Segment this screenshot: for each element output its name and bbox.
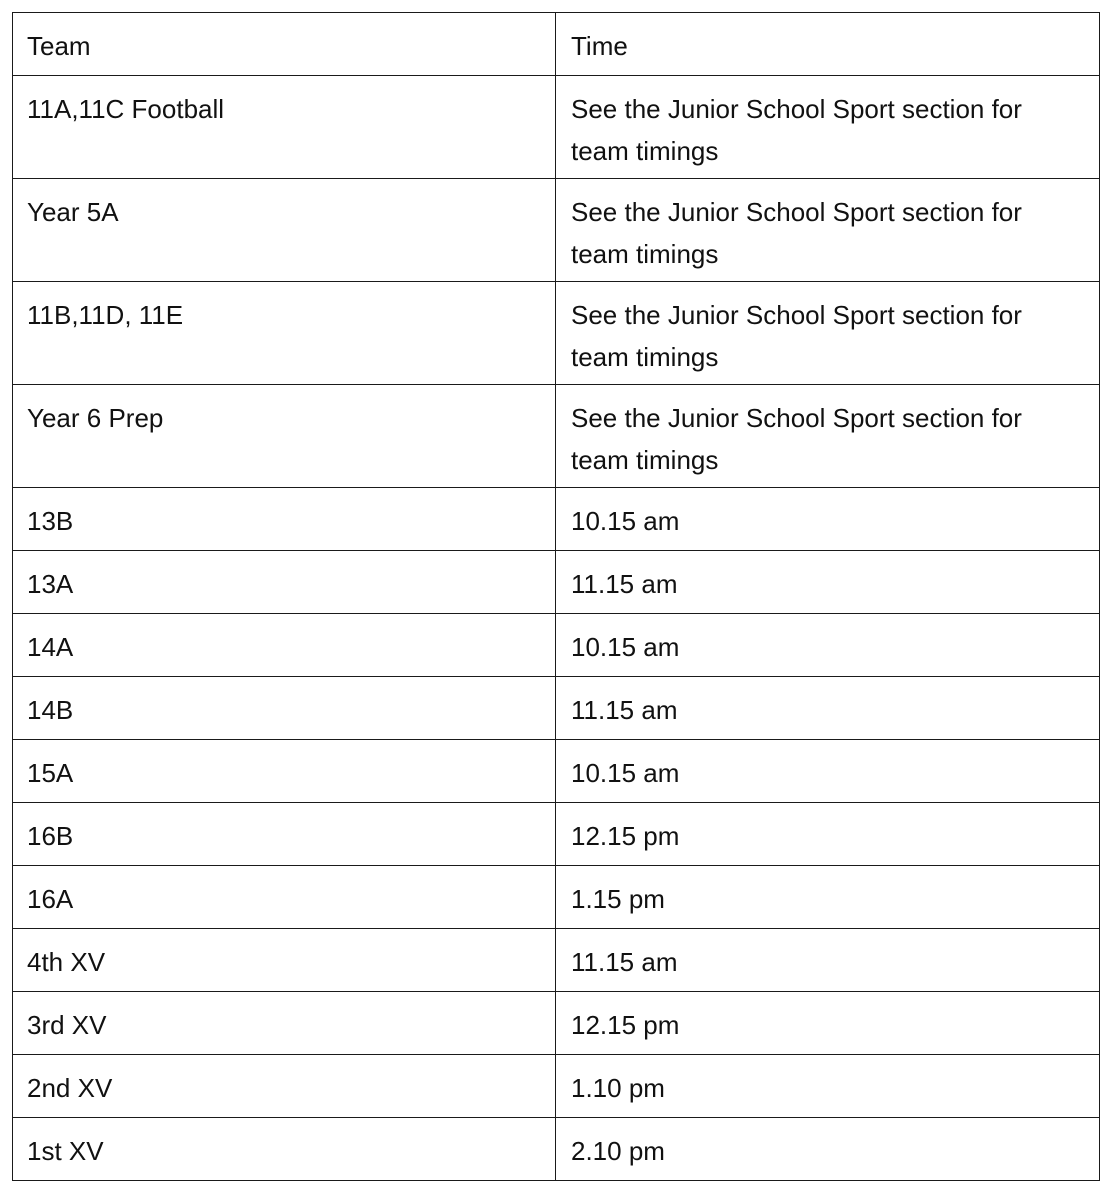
- time-cell: See the Junior School Sport section for team timings: [556, 179, 1100, 282]
- time-cell: 11.15 am: [556, 929, 1100, 992]
- table-row: [13, 551, 1100, 614]
- table-row: [13, 740, 1100, 803]
- team-cell: 13A: [13, 551, 556, 614]
- team-cell: 3rd XV: [13, 992, 556, 1055]
- time-cell: 2.10 pm: [556, 1118, 1100, 1181]
- header-time: Time: [556, 13, 1100, 76]
- time-cell: See the Junior School Sport section for team timings: [556, 282, 1100, 385]
- time-cell: 10.15 am: [556, 740, 1100, 803]
- table-row: [13, 179, 1100, 282]
- time-cell: See the Junior School Sport section for team timings: [556, 76, 1100, 179]
- time-cell: 1.10 pm: [556, 1055, 1100, 1118]
- team-times-table: [12, 12, 1100, 1181]
- time-cell: 12.15 pm: [556, 803, 1100, 866]
- table-row: [13, 488, 1100, 551]
- table-row: [13, 803, 1100, 866]
- time-cell: 11.15 am: [556, 677, 1100, 740]
- header-team: Team: [13, 13, 556, 76]
- team-cell: Year 5A: [13, 179, 556, 282]
- table-row: [13, 282, 1100, 385]
- team-cell: 15A: [13, 740, 556, 803]
- team-cell: 14A: [13, 614, 556, 677]
- team-cell: 1st XV: [13, 1118, 556, 1181]
- team-cell: 11A,11C Football: [13, 76, 556, 179]
- time-cell: See the Junior School Sport section for team timings: [556, 385, 1100, 488]
- team-cell: 16B: [13, 803, 556, 866]
- team-cell: 4th XV: [13, 929, 556, 992]
- team-cell: 13B: [13, 488, 556, 551]
- team-cell: 14B: [13, 677, 556, 740]
- table-row: [13, 1055, 1100, 1118]
- table-row: [13, 929, 1100, 992]
- team-cell: 11B,11D, 11E: [13, 282, 556, 385]
- table-row: [13, 76, 1100, 179]
- time-cell: 1.15 pm: [556, 866, 1100, 929]
- time-cell: 10.15 am: [556, 614, 1100, 677]
- table-row: [13, 385, 1100, 488]
- table-row: [13, 992, 1100, 1055]
- table-header-row: [13, 13, 1100, 76]
- table-row: [13, 614, 1100, 677]
- team-cell: 2nd XV: [13, 1055, 556, 1118]
- time-cell: 11.15 am: [556, 551, 1100, 614]
- time-cell: 12.15 pm: [556, 992, 1100, 1055]
- team-cell: Year 6 Prep: [13, 385, 556, 488]
- table-row: [13, 866, 1100, 929]
- table-row: [13, 677, 1100, 740]
- team-cell: 16A: [13, 866, 556, 929]
- time-cell: 10.15 am: [556, 488, 1100, 551]
- table-row: [13, 1118, 1100, 1181]
